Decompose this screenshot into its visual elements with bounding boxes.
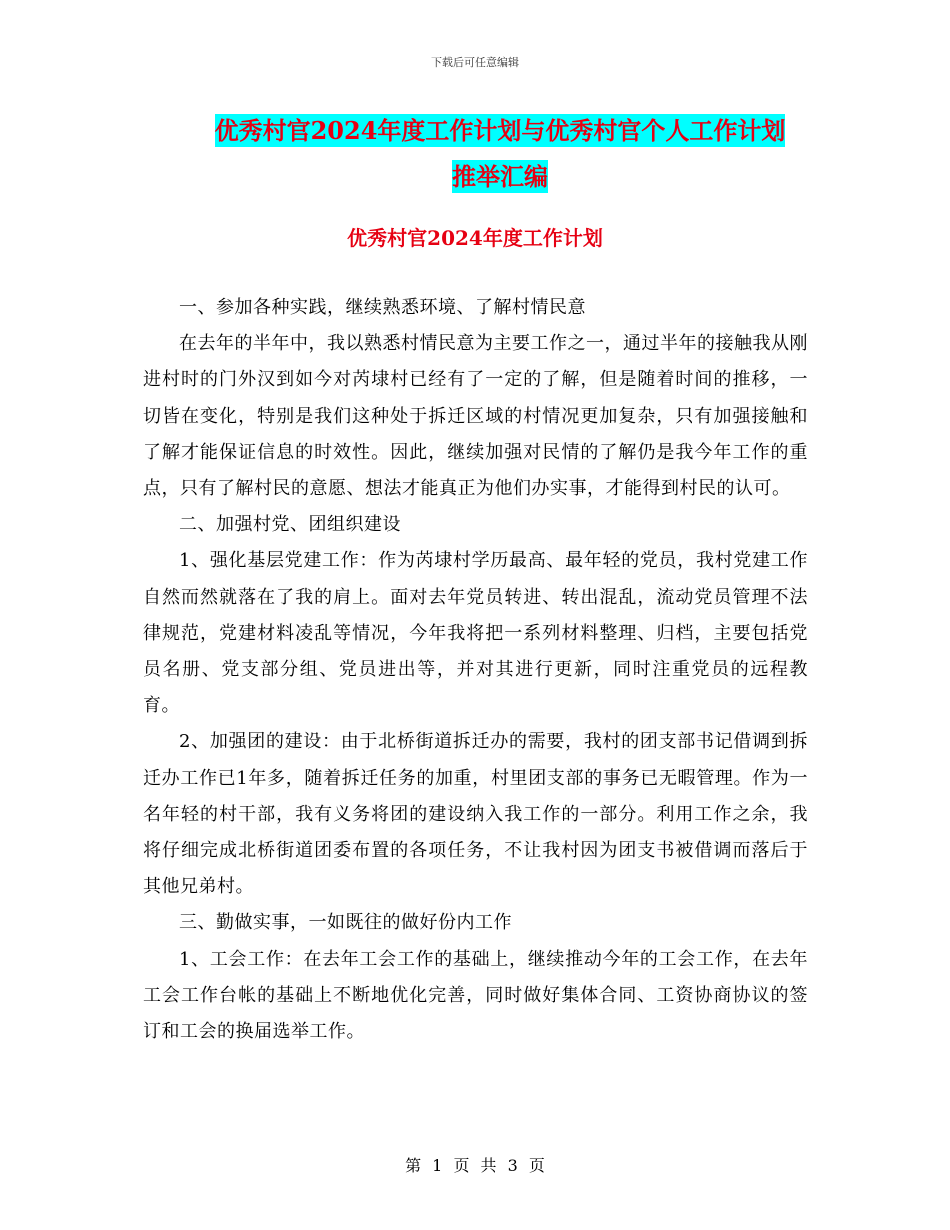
heading-2: 二、加强村党、团组织建设 [179, 514, 401, 536]
document-title [150, 108, 850, 200]
paragraph: 1、工会工作：在去年工会工作的基础上，继续推动今年的工会工作，在去年工会工作台帐的基础上不断地优化完善，同时做好集体合同、工资协商协议的签订和工会的换届选举工作。 [143, 948, 808, 1043]
section-title: 优秀村官2024年度工作计划 [347, 226, 603, 250]
header-note: 下载后可任意编辑 [431, 56, 519, 69]
heading-3: 三、勤做实事，一如既往的做好份内工作 [179, 912, 512, 934]
page-footer: 第 1 页 共 3 页 [405, 1156, 545, 1175]
document-title-line2: 推举汇编 [452, 162, 548, 191]
paragraph: 1、强化基层党建工作：作为芮埭村学历最高、最年轻的党员，我村党建工作自然而然就落在了我的肩上。面对去年党员转进、转出混乱，流动党员管理不法律规范，党建材料凌乱等情况，今年我将把一系列材料整理、归档，主要包括党员名册、党支部分组、党员进出等，并对其进行更新，同时注重党员的远程教育。 [143, 550, 808, 717]
heading-1: 一、参加各种实践，继续熟悉环境、了解村情民意 [179, 297, 586, 318]
document-body [143, 290, 808, 1050]
document-title-line1: 优秀村官2024年度工作计划与优秀村官个人工作计划 [214, 116, 786, 145]
paragraph: 在去年的半年中，我以熟悉村情民意为主要工作之一，通过半年的接触我从刚进村时的门外汉到如今对芮埭村已经有了一定的了解，但是随着时间的推移，一切皆在变化，特别是我们这种处于拆迁区域的村情况更加复杂，只有加强接触和了解才能保证信息的时效性。因此，继续加强对民情的了解仍是我今年工作的重点，只有了解村民的意愿、想法才能真正为他们办实事，才能得到村民的认可。 [143, 333, 808, 500]
paragraph: 2、加强团的建设：由于北桥街道拆迁办的需要，我村的团支部书记借调到拆迁办工作已1年多，随着拆迁任务的加重，村里团支部的事务已无暇管理。作为一名年轻的村干部，我有义务将团的建设纳入我工作的一部分。利用工作之余，我将仔细完成北桥街道团委布置的各项任务，不让我村因为团支书被借调而落后于其他兄弟村。 [143, 731, 808, 898]
